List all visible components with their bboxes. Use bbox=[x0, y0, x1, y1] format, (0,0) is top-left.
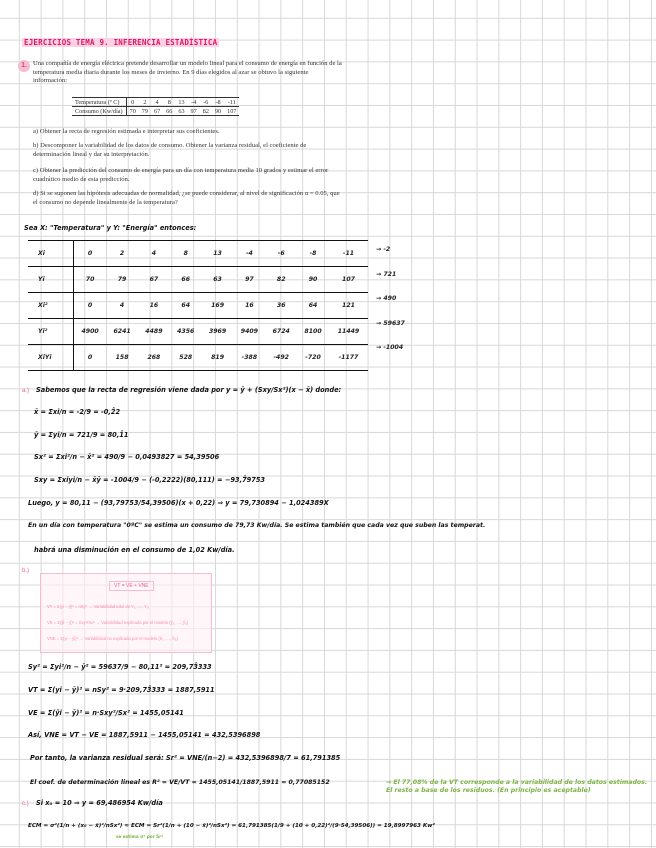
computation-cell: 819 bbox=[202, 345, 234, 371]
cell: 82 bbox=[202, 107, 209, 115]
computation-row bbox=[28, 319, 368, 345]
computation-cell: -720 bbox=[297, 345, 329, 371]
computation-cell: -8 bbox=[297, 241, 329, 267]
worksheet-title: EJERCICIOS TEMA 9. INFERENCIA ESTADÍSTICA bbox=[24, 38, 218, 47]
computation-cell: -1177 bbox=[329, 345, 368, 371]
computation-cell: 9409 bbox=[233, 319, 265, 345]
computation-cell: 3969 bbox=[202, 319, 234, 345]
cell: 8 bbox=[163, 98, 175, 107]
computation-cell: -11 bbox=[329, 241, 368, 267]
computation-cell: 67 bbox=[138, 267, 170, 293]
xbar-formula: x̄ = Σxi/n = -2/9 = -0,2̂2 bbox=[34, 408, 121, 416]
computation-row-label: Xi bbox=[28, 241, 74, 267]
computation-cell: 0 bbox=[74, 293, 107, 319]
row-sum: → -2 bbox=[376, 246, 391, 253]
cell: 0 bbox=[126, 98, 139, 107]
part-a-label: a.) bbox=[22, 388, 30, 394]
computation-cell: 36 bbox=[265, 293, 297, 319]
row-sum: → 721 bbox=[376, 270, 397, 278]
cell: 66 bbox=[166, 107, 173, 115]
interpretation-2: habrá una disminución en el consumo de 1,02 Kw/día. bbox=[34, 546, 235, 554]
box-line-vne: VNE = Σ(yi − ŷi)² → Variabilidad no explicada por el modelo (ê₁, …, ê₉) bbox=[47, 636, 178, 641]
sx2-formula: Sx² = Σxi²/n − x̄² = 490/9 − 0,0493827 = 54,39506 bbox=[34, 453, 220, 461]
cell: 97 bbox=[190, 107, 197, 115]
row-label: Temperatura (º C) bbox=[72, 98, 126, 107]
vne-formula: Así, VNE = VT − VE = 1887,5911 − 1455,05141 = 432,5396898 bbox=[28, 731, 261, 739]
computation-cell: 4489 bbox=[138, 319, 170, 345]
cell: 67 bbox=[153, 107, 161, 115]
question-number-badge: 1. bbox=[18, 60, 30, 72]
computation-cell: 268 bbox=[138, 345, 170, 371]
box-line-ve: VE = Σ(ŷi − ȳ)² = Sxy²/Sx² → Variabilidad explicada por el modelo (ŷ₁, …, ŷ₉) bbox=[47, 620, 189, 625]
computation-cell: 4356 bbox=[170, 319, 202, 345]
regression-line: Luego, y = 80,11 − (93,79753/54,39506)(x + 0,22) ⇒ y = 79,730894 − 1,024389X bbox=[28, 499, 329, 507]
cell: 63 bbox=[178, 107, 185, 115]
temperature-row bbox=[72, 98, 239, 107]
consumption-row bbox=[72, 107, 239, 116]
variance-decomposition-box bbox=[40, 573, 212, 653]
question-intro: Una compañía de energía eléctrica pretende desarrollar un modelo lineal para el consumo de energía en función de la temperatura media diaria durante los meses de invierno. En 9 días elegidos al azar se obtuvo la siguiente información: bbox=[33, 60, 342, 85]
computation-table bbox=[28, 240, 368, 371]
question-data-table bbox=[72, 97, 239, 116]
question-d: d) Si se suponen las hipótesis adecuadas de normalidad, ¿se puede considerar, al nivel de significación α = 0.05, que el consumo no depende linealmente de la temperatura? bbox=[33, 190, 340, 206]
solution-intro: Sea X: "Temperatura" y Y: "Energía" entonces: bbox=[24, 224, 197, 232]
computation-cell: 6724 bbox=[265, 319, 297, 345]
computation-cell: 11449 bbox=[329, 319, 368, 345]
row-label: Consumo (Kw/día) bbox=[72, 107, 126, 116]
cell: 2 bbox=[139, 98, 151, 107]
computation-cell: 528 bbox=[170, 345, 202, 371]
cell: 90 bbox=[214, 107, 222, 115]
cell: 79 bbox=[141, 107, 148, 115]
computation-row bbox=[28, 345, 368, 371]
computation-row-label: Yi² bbox=[28, 319, 74, 345]
computation-cell: 82 bbox=[265, 267, 297, 293]
cell: -4 bbox=[188, 98, 200, 107]
cell: 70 bbox=[129, 107, 136, 115]
computation-cell: -492 bbox=[265, 345, 297, 371]
sxy-formula: Sxy = Σxiyi/n − x̄ȳ = -1004/9 − (-0,2222)(80,111) = −93,7̂9753 bbox=[34, 476, 266, 484]
cell: 4 bbox=[151, 98, 163, 107]
ve-formula: VE = Σ(ŷi − ȳ)² = n·Sxy²/Sx² = 1455,05141 bbox=[28, 709, 184, 717]
computation-cell: -6 bbox=[265, 241, 297, 267]
computation-cell: 16 bbox=[138, 293, 170, 319]
computation-cell: 121 bbox=[329, 293, 368, 319]
computation-cell: 0 bbox=[74, 345, 107, 371]
computation-cell: 64 bbox=[297, 293, 329, 319]
computation-cell: 70 bbox=[74, 267, 107, 293]
computation-cell: 158 bbox=[106, 345, 138, 371]
cell: 107 bbox=[227, 107, 237, 115]
computation-cell: 4 bbox=[138, 241, 170, 267]
computation-cell: 16 bbox=[233, 293, 265, 319]
question-a: a) Obtener la recta de regresión estimada e interpretar sus coeficientes. bbox=[33, 128, 220, 135]
cell: -8 bbox=[212, 98, 224, 107]
ybar-formula: ȳ = Σyi/n = 721/9 = 80,1̂1 bbox=[34, 431, 129, 439]
cell: -11 bbox=[224, 98, 239, 107]
computation-row-label: Xi² bbox=[28, 293, 74, 319]
computation-cell: 4900 bbox=[74, 319, 107, 345]
question-b: b) Descomponer la variabilidad de los datos de consumo. Obtener la varianza residual, el coeficiente de determinación lineal y dar su interpretación. bbox=[33, 142, 307, 158]
computation-cell: 13 bbox=[202, 241, 234, 267]
row-sum: → 490 bbox=[376, 295, 397, 303]
computation-cell: 97 bbox=[233, 267, 265, 293]
residual-variance: Por tanto, la varianza residual será: Sr² = VNE/(n−2) = 432,5396898/7 = 61,791385 bbox=[30, 754, 341, 762]
sy2-formula: Sy² = Σyi²/n − ȳ² = 59637/9 − 80,11² = 209,73̂333 bbox=[28, 663, 212, 671]
computation-cell: 63 bbox=[202, 267, 234, 293]
row-sum: → 59637 bbox=[376, 319, 405, 327]
computation-cell: -388 bbox=[233, 345, 265, 371]
computation-cell: 64 bbox=[170, 293, 202, 319]
r2-formula: El coef. de determinación lineal es R² = VE/VT = 1455,05141/1887,5911 = 0,77085152 bbox=[30, 779, 330, 786]
computation-cell: 169 bbox=[202, 293, 234, 319]
r2-interpretation-note: → El 77,08% de la VT corresponde a la variabilidad de los datos estimados. El resto a base de los residuos. (En principio es aceptable) bbox=[386, 779, 648, 794]
computation-cell: 6241 bbox=[106, 319, 138, 345]
computation-cell: 90 bbox=[297, 267, 329, 293]
part-a-text: Sabemos que la recta de regresión viene dada por y = ȳ + (Sxy/Sx²)(x − x̄) donde: bbox=[36, 386, 342, 394]
box-line-vt: VT = Σ(yi − ȳ)² = nSy² → Variabilidad total de Y₁, …, Y₉ bbox=[47, 604, 149, 609]
prediction-formula: Si x₀ = 10 ⇒ y = 69,486954 Kw/día bbox=[36, 799, 163, 807]
computation-cell: 4 bbox=[106, 293, 138, 319]
ecm-formula: ECM = σ²(1/n + (x₀ − x̄)²/nSx²) ≈ ECM = Sr²(1/n + (10 − x̄)²/nSx²) = 61,791385(1/9 + (10 + 0,22)²/(9·54,39506)) = 19,8997963 Kw² bbox=[28, 823, 435, 829]
vt-formula: VT = Σ(yi − ȳ)² = nSy² = 9·209,73̂333 = 1887,5911 bbox=[28, 686, 215, 694]
computation-cell: 8100 bbox=[297, 319, 329, 345]
computation-row bbox=[28, 241, 368, 267]
part-c-label: c.) bbox=[22, 801, 29, 807]
computation-row bbox=[28, 293, 368, 319]
computation-row-label: XiYi bbox=[28, 345, 74, 371]
question-c: c) Obtener la predicción del consumo de energía para un día con temperatura media 10 grados y estimar el error cuadrático medio de esta predicción. bbox=[33, 167, 329, 183]
computation-cell: 66 bbox=[170, 267, 202, 293]
row-sum: → -1004 bbox=[376, 344, 404, 352]
computation-row-label: Yi bbox=[28, 267, 74, 293]
interpretation-1: En un día con temperatura "0ºC" se estima un consumo de 79,73 Kw/día. Se estima también que cada vez que suben las temperat. bbox=[28, 522, 486, 529]
computation-cell: 0 bbox=[74, 241, 107, 267]
part-b-label: b.) bbox=[22, 568, 30, 574]
computation-cell: 2 bbox=[106, 241, 138, 267]
ecm-note: se estima σ² por Sr² bbox=[116, 834, 164, 839]
computation-cell: -4 bbox=[233, 241, 265, 267]
computation-cell: 107 bbox=[329, 267, 368, 293]
computation-row bbox=[28, 267, 368, 293]
computation-cell: 8 bbox=[170, 241, 202, 267]
cell: -6 bbox=[200, 98, 212, 107]
vt-equation: VT = VE + VNE bbox=[109, 581, 154, 591]
computation-cell: 79 bbox=[106, 267, 138, 293]
cell: 13 bbox=[175, 98, 187, 107]
